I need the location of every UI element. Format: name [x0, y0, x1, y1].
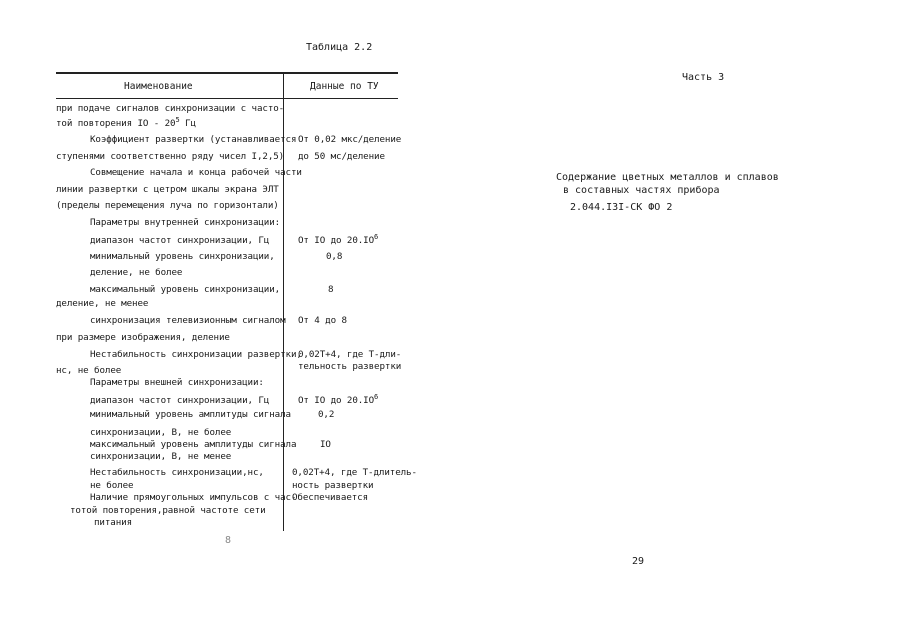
header-bottom-rule: [56, 98, 398, 99]
table-row-value: От 4 до 8: [298, 315, 347, 326]
table-row-name: минимальный уровень синхронизации,: [90, 251, 275, 262]
column-header-name: Наименование: [124, 81, 193, 92]
table-row-name: Параметры внутренней синхронизации:: [90, 217, 281, 228]
table-row-name: Наличие прямоугольных импульсов с час-: [90, 492, 297, 503]
table-row-value: 0,8: [326, 251, 343, 262]
table-row-name: деление, не более: [90, 267, 183, 278]
table-row-value: Обеспечивается: [292, 492, 369, 503]
left-page-number: 8: [225, 535, 232, 546]
contents-heading-line-2: в составных частях прибора: [563, 185, 720, 196]
table-row-name: тотой повторения,равной частоте сети: [70, 505, 266, 516]
table-row-name: той повторения IO - $20^5$ Гц: [56, 116, 196, 130]
table-row-value: 0,02T+4, где T-дли-: [298, 349, 402, 360]
table-row-value: 0,2: [318, 409, 335, 420]
table-row-value: От IO до $20.IO^6$: [298, 233, 379, 247]
column-header-value: Данные по ТУ: [310, 81, 379, 92]
table-row-name: диапазон частот синхронизации, Гц: [90, 235, 270, 246]
right-page-number: 29: [632, 556, 645, 567]
table-row-value: 0,02T+4, где T-длитель-: [292, 467, 417, 478]
contents-heading-line-1: Содержание цветных металлов и сплавов: [556, 172, 779, 183]
document-code: 2.044.I3I-CK ФО 2: [570, 202, 673, 213]
table-row-name: Совмещение начала и конца рабочей части: [90, 167, 302, 178]
table-row-name: Нестабильность синхронизации,нс,: [90, 467, 264, 478]
table-top-rule: [56, 72, 398, 74]
table-row-value: От 0,02 мкс/деление: [298, 134, 402, 145]
table-row-name: деление, не менее: [56, 298, 149, 309]
table-row-name: при подаче сигналов синхронизации с часто-: [56, 103, 285, 114]
table-row-name: не более: [90, 480, 134, 491]
table-row-name: синхронизации, В, не менее: [90, 451, 232, 462]
table-row-value: до 50 мс/деление: [298, 151, 385, 162]
table-caption: Таблица 2.2: [306, 42, 373, 53]
table-row-name: синхронизация телевизионным сигналом: [90, 315, 286, 326]
part-label: Часть 3: [682, 72, 725, 83]
table-row-value: IO: [320, 439, 331, 450]
table-row-name: максимальный уровень синхронизации,: [90, 284, 281, 295]
table-row-name: нс, не более: [56, 365, 122, 376]
table-row-name: Нестабильность синхронизации развертки,: [90, 349, 302, 360]
table-row-name: линии развертки с цетром шкалы экрана ЭЛТ: [56, 184, 279, 195]
table-row-name: Коэффициент развертки (устанавливается: [90, 134, 297, 145]
table-row-name: (пределы перемещения луча по горизонтали): [56, 200, 279, 211]
table-row-name: синхронизации, В, не более: [90, 427, 232, 438]
table-row-value: ность развертки: [292, 480, 374, 491]
table-row-name: питания: [94, 517, 133, 528]
table-row-name: ступенями соответственно ряду чисел I,2,5): [56, 151, 285, 162]
table-row-name: минимальный уровень амплитуды сигнала: [90, 409, 291, 420]
table-row-value: От IO до $20.IO^6$: [298, 393, 379, 407]
table-row-name: Параметры внешней синхронизации:: [90, 377, 264, 388]
table-row-value: 8: [328, 284, 334, 295]
table-row-value: тельность развертки: [298, 361, 402, 372]
table-row-name: максимальный уровень амплитуды сигнала: [90, 439, 297, 450]
table-row-name: диапазон частот синхронизации, Гц: [90, 395, 270, 406]
table-row-name: при размере изображения, деление: [56, 332, 230, 343]
